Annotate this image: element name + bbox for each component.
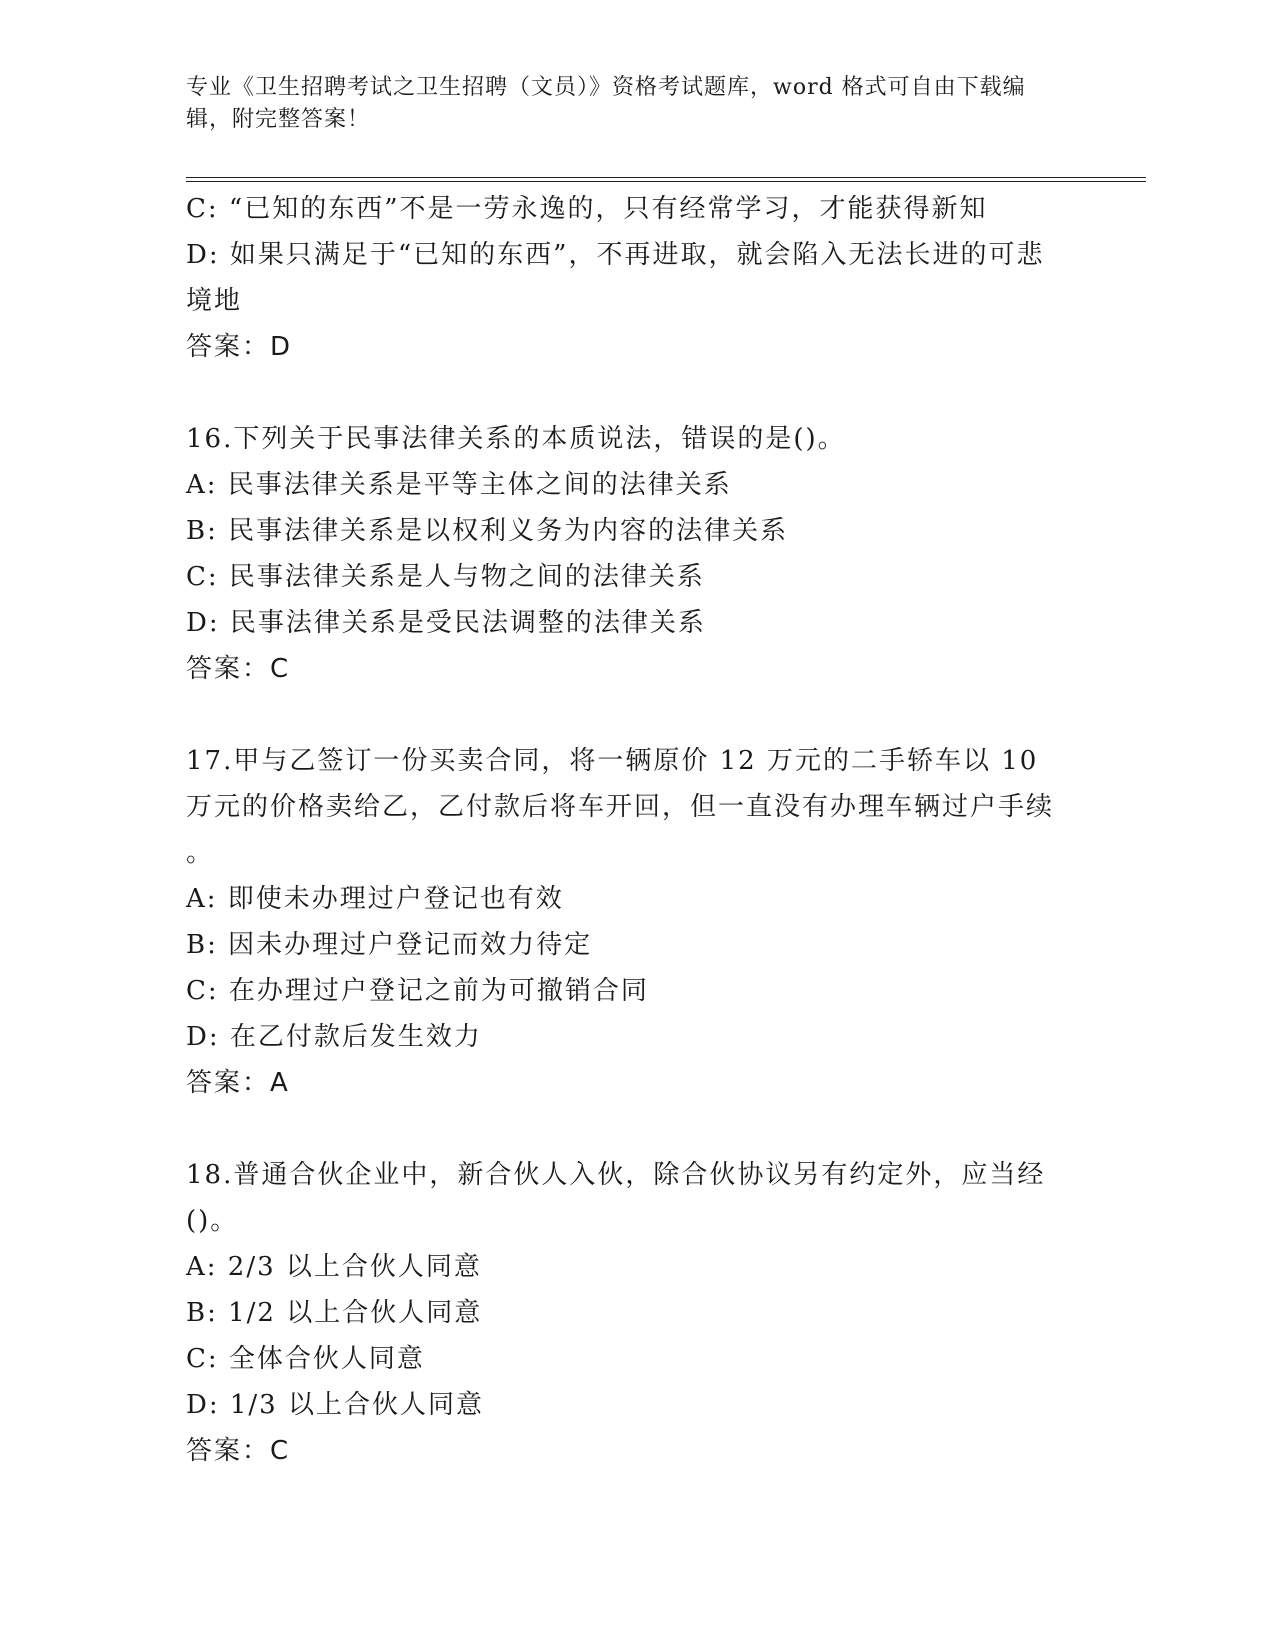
option-c: C: “已知的东西”不是一劳永逸的，只有经常学习，才能获得新知: [186, 194, 988, 224]
question-stem: 16.下列关于民事法律关系的本质说法，错误的是()。: [186, 424, 846, 454]
option-b: B: 民事法律关系是以权利义务为内容的法律关系: [186, 516, 789, 546]
answer-line: 答案：A: [186, 1068, 290, 1098]
question-16: [186, 416, 1066, 692]
answer-line: 答案：D: [186, 332, 293, 362]
option-a: A: 2/3 以上合伙人同意: [186, 1252, 482, 1282]
question-stem-tail: 。: [186, 838, 215, 868]
option-c: C: 全体合伙人同意: [186, 1344, 425, 1374]
option-d: D: 如果只满足于“已知的东西”，不再进取，就会陷入无法长进的可悲境地: [186, 240, 1045, 316]
option-c: C: 民事法律关系是人与物之间的法律关系: [186, 562, 705, 592]
question-stem: 18.普通合伙企业中，新合伙人入伙，除合伙协议另有约定外，应当经()。: [186, 1160, 1046, 1236]
option-b: B: 1/2 以上合伙人同意: [186, 1298, 483, 1328]
question-stem: 17.甲与乙签订一份买卖合同，将一辆原价 12 万元的二手轿车以 10 万元的价格卖给乙，乙付款后将车开回，但一直没有办理车辆过户手续: [186, 746, 1055, 822]
question-17: [186, 738, 1066, 1106]
option-d: D: 民事法律关系是受民法调整的法律关系: [186, 608, 706, 638]
option-b: B: 因未办理过户登记而效力待定: [186, 930, 593, 960]
option-d: D: 在乙付款后发生效力: [186, 1022, 482, 1052]
option-a: A: 民事法律关系是平等主体之间的法律关系: [186, 470, 732, 500]
header-divider: [186, 177, 1146, 182]
document-header: 专业《卫生招聘考试之卫生招聘（文员）》资格考试题库，word 格式可自由下载编辑，附完整答案！: [186, 75, 1026, 132]
previous-question-tail: [186, 186, 1066, 370]
question-content: [186, 186, 1066, 1474]
option-a: A: 即使未办理过户登记也有效: [186, 884, 564, 914]
answer-line: 答案：C: [186, 654, 291, 684]
question-18: [186, 1152, 1066, 1474]
option-c: C: 在办理过户登记之前为可撤销合同: [186, 976, 649, 1006]
answer-line: 答案：C: [186, 1436, 291, 1466]
option-d: D: 1/3 以上合伙人同意: [186, 1390, 484, 1420]
